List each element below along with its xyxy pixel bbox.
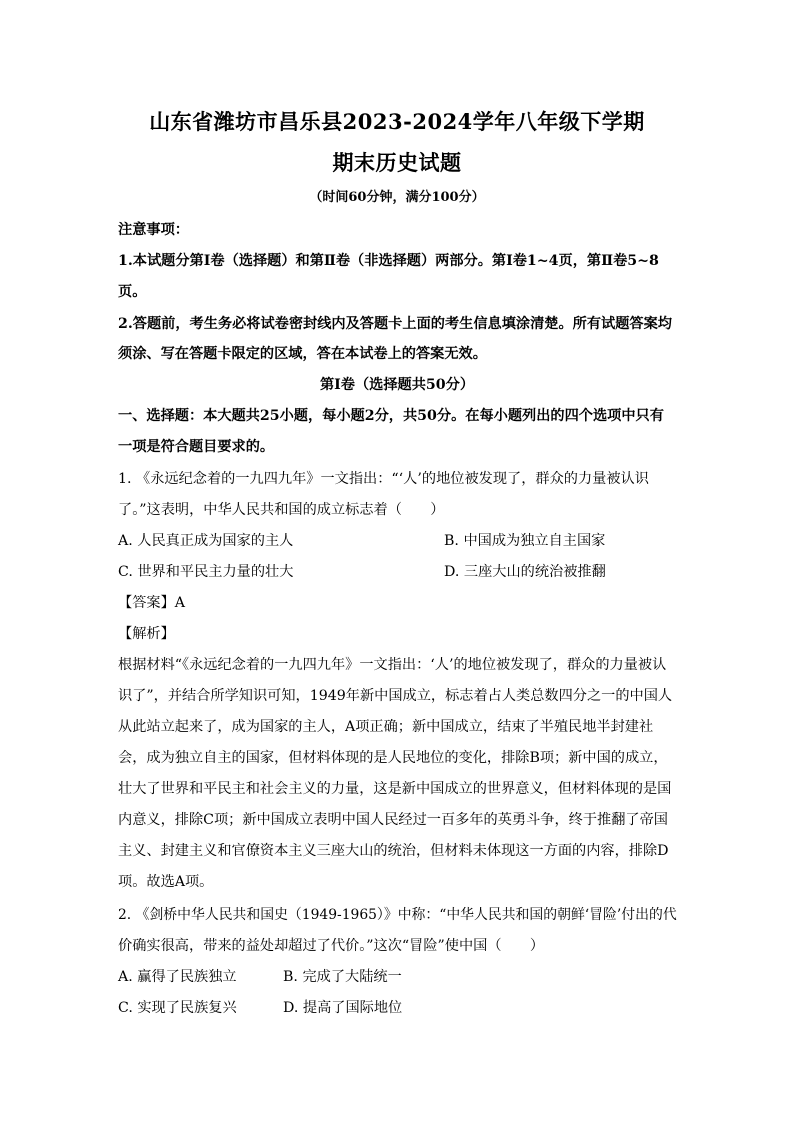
section-intro: 一、选择题：本大题共25小题，每小题2分，共50分。在每小题列出的四个选项中只有 xyxy=(118,408,664,424)
question-2-option-b: B. 完成了大陆统一 xyxy=(283,969,402,985)
question-2-option-a: A. 赢得了民族独立 xyxy=(118,969,237,985)
analysis-line: 项。故选A项。 xyxy=(118,874,214,890)
question-2-option-c: C. 实现了民族复兴 xyxy=(118,1000,237,1016)
exam-time-info: （时间60分钟，满分100分） xyxy=(309,190,485,205)
analysis-line: 从此站立起来了，成为国家的主人，A项正确；新中国成立，结束了半殖民地半封建社 xyxy=(118,719,654,735)
question-1-option-a: A. 人民真正成为国家的主人 xyxy=(118,533,294,549)
analysis-line: 识了”，并结合所学知识可知，1949年新中国成立，标志着占人类总数四分之一的中国人 xyxy=(118,688,673,704)
notice-item-2-cont: 须涂、写在答题卡限定的区域，答在本试卷上的答案无效。 xyxy=(118,346,487,362)
question-1-stem: 1. 《永远纪念着的一九四九年》一文指出：“‘人’的地位被发现了，群众的力量被认识 xyxy=(118,471,649,487)
question-1-stem-cont: 了。”这表明，中华人民共和国的成立标志着（ ） xyxy=(118,502,445,518)
notice-item-1: 1.本试题分第Ⅰ卷（选择题）和第Ⅱ卷（非选择题）两部分。第Ⅰ卷1~4页，第Ⅱ卷5~8 xyxy=(118,253,659,269)
document-title: 山东省潍坊市昌乐县2023-2024学年八年级下学期 xyxy=(149,109,645,134)
analysis-line: 根据材料“《永远纪念着的一九四九年》一文指出：‘人’的地位被发现了，群众的力量被认 xyxy=(118,657,667,673)
question-1-analysis-label: 【解析】 xyxy=(118,626,175,642)
notice-item-2: 2.答题前，考生务必将试卷密封线内及答题卡上面的考生信息填涂清楚。所有试题答案均 xyxy=(118,316,672,332)
question-2-option-d: D. 提高了国际地位 xyxy=(283,1000,403,1016)
analysis-line: 主义、封建主义和官僚资本主义三座大山的统治，但材料未体现这一方面的内容，排除D xyxy=(118,843,669,859)
question-1-option-b: B. 中国成为独立自主国家 xyxy=(444,533,606,549)
document-title-line2: 期末历史试题 xyxy=(332,150,462,175)
question-2-stem: 2. 《剑桥中华人民共和国史（1949-1965）》中称：“中华人民共和国的朝鲜‘冒险’付出的代 xyxy=(118,907,677,923)
question-2-stem-cont: 价确实很高，带来的益处却超过了代价。”这次“冒险”使中国（ ） xyxy=(118,938,545,954)
notice-item-1-cont: 页。 xyxy=(118,284,147,300)
section-intro-cont: 一项是符合题目要求的。 xyxy=(118,439,275,455)
question-1-option-c: C. 世界和平民主力量的壮大 xyxy=(118,564,294,580)
analysis-line: 会，成为独立自主的国家，但材料体现的是人民地位的变化，排除B项；新中国的成立， xyxy=(118,750,668,766)
section-heading: 第Ⅰ卷（选择题共50分） xyxy=(319,377,475,393)
question-1-option-d: D. 三座大山的统治被推翻 xyxy=(444,564,606,580)
analysis-line: 壮大了世界和平民主和社会主义的力量，这是新中国成立的世界意义，但材料体现的是国 xyxy=(118,781,672,797)
question-1-answer: 【答案】A xyxy=(118,595,185,611)
notice-heading: 注意事项： xyxy=(118,222,189,238)
analysis-line: 内意义，排除C项；新中国成立表明中国人民经过一百多年的英勇斗争，终于推翻了帝国 xyxy=(118,812,668,828)
